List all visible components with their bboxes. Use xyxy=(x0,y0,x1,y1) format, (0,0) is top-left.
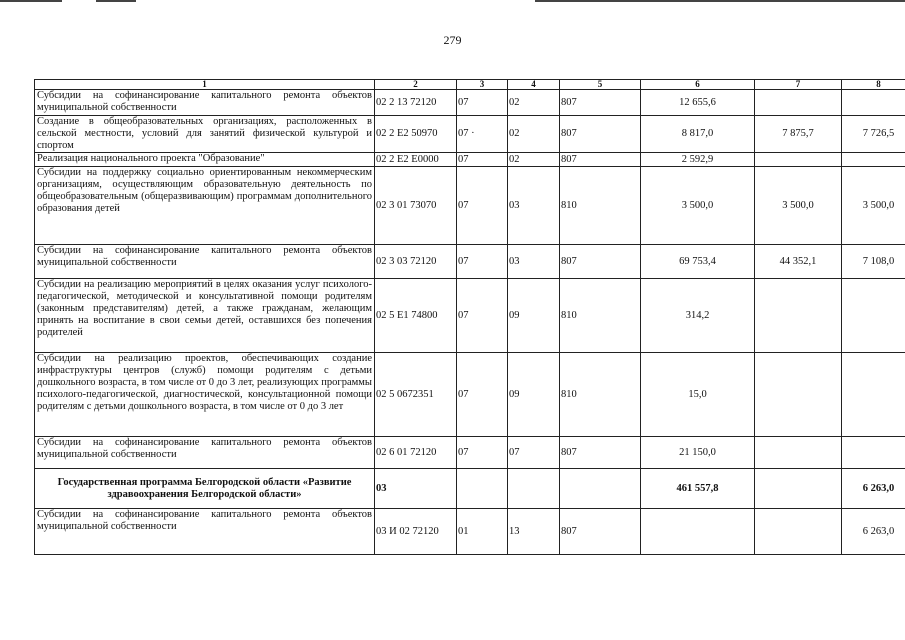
row-amount-col8: 7 108,0 xyxy=(842,245,905,279)
scan-top-line-left xyxy=(0,0,62,2)
row-amount-col8 xyxy=(842,90,905,116)
row-expense-type: 807 xyxy=(560,509,641,555)
row-subsection xyxy=(508,469,560,509)
row-amount-col6: 2 592,9 xyxy=(641,153,755,167)
row-expense-type: 807 xyxy=(560,116,641,153)
row-target-code: 02 5 E1 74800 xyxy=(375,279,457,353)
row-amount-col7 xyxy=(755,90,842,116)
row-amount-col7: 3 500,0 xyxy=(755,167,842,245)
row-section: 07 · xyxy=(457,116,508,153)
column-header-3: 3 xyxy=(457,80,508,90)
table-row xyxy=(35,167,905,245)
row-section: 01 xyxy=(457,509,508,555)
row-expense-type: 810 xyxy=(560,353,641,437)
row-target-code: 02 2 13 72120 xyxy=(375,90,457,116)
row-amount-col8: 6 263,0 xyxy=(842,509,905,555)
row-section: 07 xyxy=(457,353,508,437)
row-description: Субсидии на софинансирование капитального ремонта объектов муниципальной собственности xyxy=(35,437,375,469)
row-amount-col7 xyxy=(755,437,842,469)
table-row xyxy=(35,279,905,353)
table-row xyxy=(35,116,905,153)
row-target-code: 03 И 02 72120 xyxy=(375,509,457,555)
row-section: 07 xyxy=(457,153,508,167)
table-row xyxy=(35,437,905,469)
program-row xyxy=(35,469,905,509)
row-amount-col7 xyxy=(755,153,842,167)
column-header-7: 7 xyxy=(755,80,842,90)
row-expense-type: 810 xyxy=(560,167,641,245)
row-amount-col6: 21 150,0 xyxy=(641,437,755,469)
row-expense-type: 807 xyxy=(560,153,641,167)
row-section xyxy=(457,469,508,509)
row-amount-col6: 8 817,0 xyxy=(641,116,755,153)
row-description: Создание в общеобразовательных организациях, расположенных в сельской местности, условий для занятий физической культурой и спортом xyxy=(35,116,375,153)
row-amount-col7 xyxy=(755,469,842,509)
row-expense-type: 810 xyxy=(560,279,641,353)
row-description: Государственная программа Белгородской области «Развитие здравоохранения Белгородской области» xyxy=(35,469,375,509)
row-subsection: 13 xyxy=(508,509,560,555)
column-header-5: 5 xyxy=(560,80,641,90)
row-amount-col6: 12 655,6 xyxy=(641,90,755,116)
table-header-row xyxy=(35,80,905,90)
row-amount-col6: 15,0 xyxy=(641,353,755,437)
row-subsection: 02 xyxy=(508,90,560,116)
row-description: Субсидии на софинансирование капитального ремонта объектов муниципальной собственности xyxy=(35,509,375,555)
row-amount-col8 xyxy=(842,153,905,167)
table-row xyxy=(35,509,905,555)
row-subsection: 02 xyxy=(508,116,560,153)
scan-top-line-right xyxy=(535,0,905,2)
row-description: Субсидии на реализацию проектов, обеспечивающих создание инфраструктуры центров (служб) помощи родителям с детьми дошкольного возраста, в том числе от 0 до 3 лет, реализующих программы психолого-педагогической, диагностической, консультационной помощи родителям с детьми дошкольного возраста, в том числе от 0 до 3 лет xyxy=(35,353,375,437)
table-row xyxy=(35,353,905,437)
row-target-code: 02 2 E2 50970 xyxy=(375,116,457,153)
row-section: 07 xyxy=(457,245,508,279)
column-header-2: 2 xyxy=(375,80,457,90)
row-target-code: 03 xyxy=(375,469,457,509)
row-section: 07 xyxy=(457,90,508,116)
row-subsection: 03 xyxy=(508,245,560,279)
column-header-4: 4 xyxy=(508,80,560,90)
row-target-code: 02 3 03 72120 xyxy=(375,245,457,279)
row-amount-col6: 314,2 xyxy=(641,279,755,353)
row-section: 07 xyxy=(457,279,508,353)
row-amount-col7 xyxy=(755,279,842,353)
table-row xyxy=(35,153,905,167)
row-description: Субсидии на поддержку социально ориентированным некоммерческим организациям, осуществляющим образовательную деятельность по общеобразовательным (общеразвивающим) программам дополнительного образования детей xyxy=(35,167,375,245)
budget-table xyxy=(34,79,905,555)
row-amount-col6: 461 557,8 xyxy=(641,469,755,509)
row-amount-col8 xyxy=(842,279,905,353)
row-amount-col6: 3 500,0 xyxy=(641,167,755,245)
row-amount-col8: 6 263,0 xyxy=(842,469,905,509)
row-amount-col7: 44 352,1 xyxy=(755,245,842,279)
row-section: 07 xyxy=(457,167,508,245)
row-subsection: 09 xyxy=(508,279,560,353)
row-subsection: 07 xyxy=(508,437,560,469)
row-amount-col8 xyxy=(842,437,905,469)
column-header-8: 8 xyxy=(842,80,905,90)
row-amount-col8: 3 500,0 xyxy=(842,167,905,245)
row-description: Реализация национального проекта "Образование" xyxy=(35,153,375,167)
scan-top-line-center xyxy=(96,0,136,2)
budget-table-body xyxy=(35,80,905,555)
row-expense-type: 807 xyxy=(560,437,641,469)
row-subsection: 03 xyxy=(508,167,560,245)
row-description: Субсидии на софинансирование капитального ремонта объектов муниципальной собственности xyxy=(35,245,375,279)
row-target-code: 02 6 01 72120 xyxy=(375,437,457,469)
row-expense-type xyxy=(560,469,641,509)
table-row xyxy=(35,245,905,279)
row-amount-col6 xyxy=(641,509,755,555)
row-amount-col8 xyxy=(842,353,905,437)
row-subsection: 09 xyxy=(508,353,560,437)
row-expense-type: 807 xyxy=(560,90,641,116)
row-description: Субсидии на реализацию мероприятий в целях оказания услуг психолого-педагогической, методической и консультативной помощи родителям (законным представителям) детей, а также гражданам, желающим принять на воспитание в свои семьи детей, оставшихся без попечения родителей xyxy=(35,279,375,353)
column-header-1: 1 xyxy=(35,80,375,90)
row-description: Субсидии на софинансирование капитального ремонта объектов муниципальной собственности xyxy=(35,90,375,116)
table-row xyxy=(35,90,905,116)
row-amount-col7 xyxy=(755,509,842,555)
row-amount-col7: 7 875,7 xyxy=(755,116,842,153)
row-target-code: 02 2 E2 E0000 xyxy=(375,153,457,167)
row-amount-col7 xyxy=(755,353,842,437)
page-number: 279 xyxy=(443,33,462,47)
row-amount-col8: 7 726,5 xyxy=(842,116,905,153)
row-target-code: 02 3 01 73070 xyxy=(375,167,457,245)
row-section: 07 xyxy=(457,437,508,469)
row-amount-col6: 69 753,4 xyxy=(641,245,755,279)
column-header-6: 6 xyxy=(641,80,755,90)
row-target-code: 02 5 0672351 xyxy=(375,353,457,437)
row-subsection: 02 xyxy=(508,153,560,167)
row-expense-type: 807 xyxy=(560,245,641,279)
